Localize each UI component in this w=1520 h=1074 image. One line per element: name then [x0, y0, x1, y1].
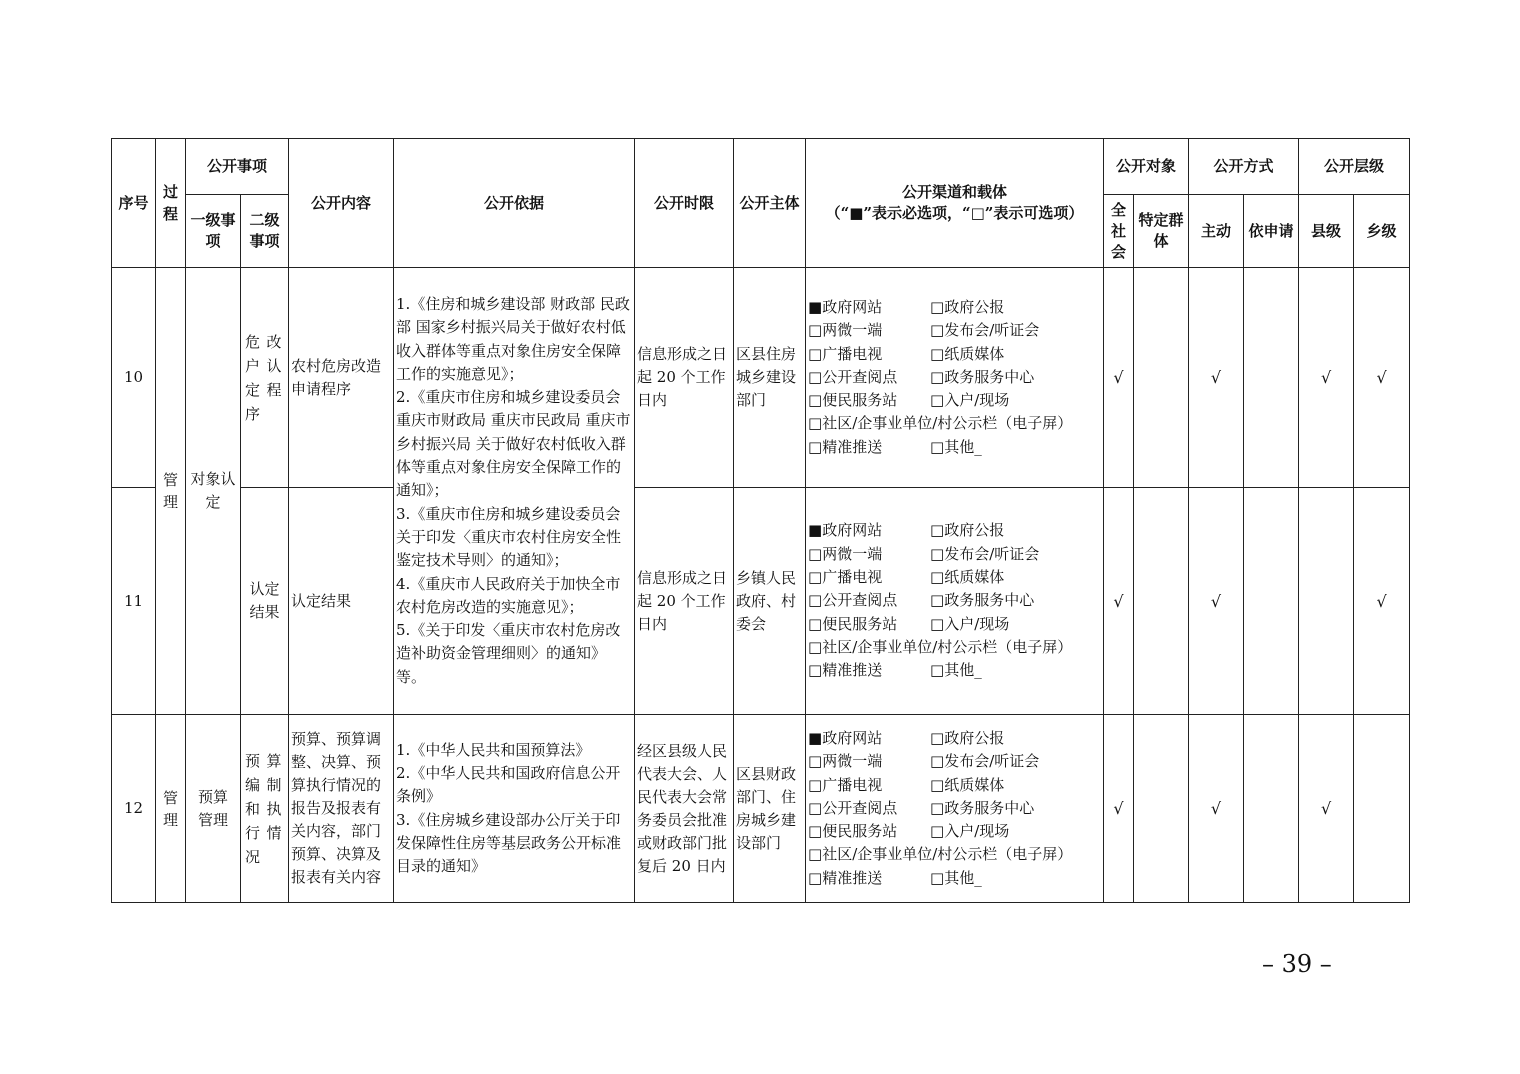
channel-option: □其他_: [930, 868, 982, 887]
channel-row: [808, 613, 1101, 636]
channel-option: □精准推送: [808, 868, 883, 887]
level2-char: 危: [245, 332, 261, 351]
header-basis: 公开依据: [394, 139, 635, 268]
basis-item: 5.《关于印发〈重庆市农村危房改造补助资金管理细则〉的通知》等。: [396, 621, 621, 686]
header-process: 过程: [156, 139, 186, 268]
channel-option: □发布会/听证会: [930, 544, 1040, 563]
row-method-request: [1244, 488, 1299, 715]
channel-row: [808, 797, 1101, 820]
basis-item: 1.《中华人民共和国预算法》: [396, 740, 591, 759]
row-target-specific: [1134, 268, 1189, 488]
row-content: 预算、预算调整、决算、预算执行情况的报告及报表有关内容，部门预算、决算及报表有关内容: [289, 715, 394, 903]
page-number: – 39 –: [1262, 950, 1332, 978]
table-row: [112, 268, 1410, 488]
row-method-request: [1244, 268, 1299, 488]
channel-option: □公开查阅点: [808, 591, 898, 610]
header-items: 公开事项: [186, 139, 289, 195]
row-level-county: √: [1299, 715, 1354, 903]
row-content: 认定结果: [289, 488, 394, 715]
header-channel-note: （“■”表示必选项，“□”表示可选项）: [825, 204, 1084, 222]
basis-item: 2.《重庆市住房和城乡建设委员会重庆市财政局 重庆市民政局 重庆市乡村振兴局 关于做好农村低收入群体等重点对象住房安全保障工作的通知》；: [396, 388, 631, 500]
row-method-active: √: [1189, 715, 1244, 903]
header-method-request: 依申请: [1244, 195, 1299, 268]
channel-row: [808, 843, 1101, 866]
channel-option: □政务服务中心: [930, 798, 1035, 817]
row-process: 管理: [156, 715, 186, 903]
channel-option: □社区/企事业单位/村公示栏（电子屏）: [808, 414, 1073, 433]
channel-option: □两微一端: [808, 752, 883, 771]
level2-char: 行: [245, 823, 261, 842]
row-method-request: [1244, 715, 1299, 903]
channel-option: □便民服务站: [808, 822, 898, 841]
row-channels: [806, 268, 1104, 488]
header-subject: 公开主体: [734, 139, 806, 268]
channel-row: [808, 867, 1101, 890]
channel-option: □政府公报: [930, 521, 1005, 540]
row-time-limit: 信息形成之日起 20 个工作日内: [635, 488, 734, 715]
basis-item: 3.《重庆市住房和城乡建设委员会关于印发〈重庆市农村住房安全性鉴定技术导则〉的通知》；: [396, 504, 622, 570]
basis-item: 3.《住房城乡建设部办公厅关于印发保障性住房等基层政务公开标准目录的通知》: [396, 810, 622, 876]
channel-option: □入户/现场: [930, 822, 1010, 841]
row-seq: 12: [112, 715, 156, 903]
channel-row: [808, 750, 1101, 773]
channel-row: [808, 566, 1101, 589]
row-time-limit: 信息形成之日起 20 个工作日内: [635, 268, 734, 488]
disclosure-table: [111, 138, 1410, 903]
row-level2: [241, 715, 289, 903]
level2-char: 况: [245, 847, 261, 866]
channel-row: [808, 636, 1101, 659]
level2-char: 和: [245, 799, 261, 818]
basis-item: 2.《中华人民共和国政府信息公开条例》: [396, 763, 621, 806]
row-target-specific: [1134, 715, 1189, 903]
channel-row: [808, 296, 1101, 319]
row-seq: 10: [112, 268, 156, 488]
row-level-town: √: [1354, 268, 1410, 488]
channel-option: □纸质媒体: [930, 775, 1005, 794]
row-target-all: √: [1104, 268, 1134, 488]
channel-option: □发布会/听证会: [930, 321, 1040, 340]
channel-option: □两微一端: [808, 321, 883, 340]
header-content: 公开内容: [289, 139, 394, 268]
row-level2: [241, 268, 289, 488]
channel-option: □政府公报: [930, 297, 1005, 316]
header-target-all: 全社会: [1104, 195, 1134, 268]
level2-char: 程: [266, 380, 282, 399]
level2-char: 改: [266, 332, 282, 351]
channel-row: [808, 659, 1101, 682]
channel-option: □便民服务站: [808, 391, 898, 410]
level2-char: 认: [266, 356, 282, 375]
channel-row: [808, 774, 1101, 797]
channel-option: □其他_: [930, 437, 982, 456]
row-channels: [806, 488, 1104, 715]
row-level1: 预算管理: [186, 715, 241, 903]
header-method: 公开方式: [1189, 139, 1299, 195]
header-level2: 二级事项: [241, 195, 289, 268]
row-seq: 11: [112, 488, 156, 715]
level2-char: 序: [245, 404, 261, 423]
level2-char: 执: [266, 799, 282, 818]
level2-char: 户: [245, 356, 261, 375]
channel-row: [808, 589, 1101, 612]
level2-char: [267, 402, 285, 426]
level2-char: 预: [245, 751, 261, 770]
channel-option: □广播电视: [808, 568, 883, 587]
header-level-county: 县级: [1299, 195, 1354, 268]
row-content: 农村危房改造申请程序: [289, 268, 394, 488]
row-level-county: √: [1299, 268, 1354, 488]
row-subject: 区县住房城乡建设部门: [734, 268, 806, 488]
level2-char: 情: [266, 823, 282, 842]
header-time-limit: 公开时限: [635, 139, 734, 268]
channel-row: [808, 319, 1101, 342]
header-level1: 一级事项: [186, 195, 241, 268]
row-target-specific: [1134, 488, 1189, 715]
row-target-all: √: [1104, 715, 1134, 903]
channel-option: □社区/企事业单位/村公示栏（电子屏）: [808, 845, 1073, 864]
row-level2: 认定结果: [241, 488, 289, 715]
row-channels: [806, 715, 1104, 903]
level2-chars: [243, 330, 286, 426]
level2-char: 算: [266, 751, 282, 770]
row-basis-shared: [394, 268, 635, 715]
header-level: 公开层级: [1299, 139, 1410, 195]
channel-row: [808, 820, 1101, 843]
level2-char: 编: [245, 775, 261, 794]
channel-option: □政务服务中心: [930, 591, 1035, 610]
row-target-all: √: [1104, 488, 1134, 715]
row-subject: 区县财政部门、住房城乡建设部门: [734, 715, 806, 903]
basis-item: 4.《重庆市人民政府关于加快全市农村危房改造的实施意见》；: [396, 574, 621, 616]
level2-char: 定: [245, 380, 261, 399]
channel-option: □入户/现场: [930, 391, 1010, 410]
channel-row: [808, 343, 1101, 366]
channel-option: □精准推送: [808, 437, 883, 456]
header-level-town: 乡级: [1354, 195, 1410, 268]
header-target-specific: 特定群体: [1134, 195, 1189, 268]
header-channel-title: 公开渠道和载体: [902, 183, 1008, 201]
row-level1: 对象认定: [186, 268, 241, 715]
header-channel: [806, 139, 1104, 268]
row-level-town: √: [1354, 488, 1410, 715]
row-method-active: √: [1189, 268, 1244, 488]
row-level-town: [1354, 715, 1410, 903]
channel-option: □公开查阅点: [808, 367, 898, 386]
header-seq: 序号: [112, 139, 156, 268]
channel-option: ■政府网站: [808, 521, 883, 540]
channel-option: □便民服务站: [808, 614, 898, 633]
channel-row: [808, 727, 1101, 750]
channel-option: □纸质媒体: [930, 344, 1005, 363]
channel-row: [808, 389, 1101, 412]
channel-row: [808, 436, 1101, 459]
header-method-active: 主动: [1189, 195, 1244, 268]
channel-row: [808, 366, 1101, 389]
header-target: 公开对象: [1104, 139, 1189, 195]
row-process: 管理: [156, 268, 186, 715]
channel-option: □政府公报: [930, 728, 1005, 747]
channel-option: □发布会/听证会: [930, 752, 1040, 771]
channel-option: ■政府网站: [808, 728, 883, 747]
channel-option: □广播电视: [808, 775, 883, 794]
channel-option: ■政府网站: [808, 297, 883, 316]
channel-option: □精准推送: [808, 661, 883, 680]
row-basis: [394, 715, 635, 903]
channel-option: □政务服务中心: [930, 367, 1035, 386]
channel-option: □广播电视: [808, 344, 883, 363]
row-subject: 乡镇人民政府、村委会: [734, 488, 806, 715]
channel-row: [808, 412, 1101, 435]
channel-option: □其他_: [930, 661, 982, 680]
basis-item: 1.《住房和城乡建设部 财政部 民政部 国家乡村振兴局关于做好农村低收入群体等重点对象住房安全保障工作的实施意见》；: [396, 294, 630, 383]
row-time-limit: 经区县级人民代表大会、人民代表大会常务委员会批准或财政部门批复后 20 日内: [635, 715, 734, 903]
table-row: [112, 488, 1410, 715]
row-level-county: [1299, 488, 1354, 715]
channel-option: □纸质媒体: [930, 568, 1005, 587]
channel-option: □公开查阅点: [808, 798, 898, 817]
channel-option: □社区/企事业单位/村公示栏（电子屏）: [808, 637, 1073, 656]
channel-row: [808, 519, 1101, 542]
level2-chars: [243, 749, 286, 869]
channel-option: □入户/现场: [930, 614, 1010, 633]
table-row: [112, 715, 1410, 903]
channel-option: □两微一端: [808, 544, 883, 563]
row-method-active: √: [1189, 488, 1244, 715]
level2-char: [267, 845, 285, 869]
channel-row: [808, 543, 1101, 566]
level2-char: 制: [266, 775, 282, 794]
